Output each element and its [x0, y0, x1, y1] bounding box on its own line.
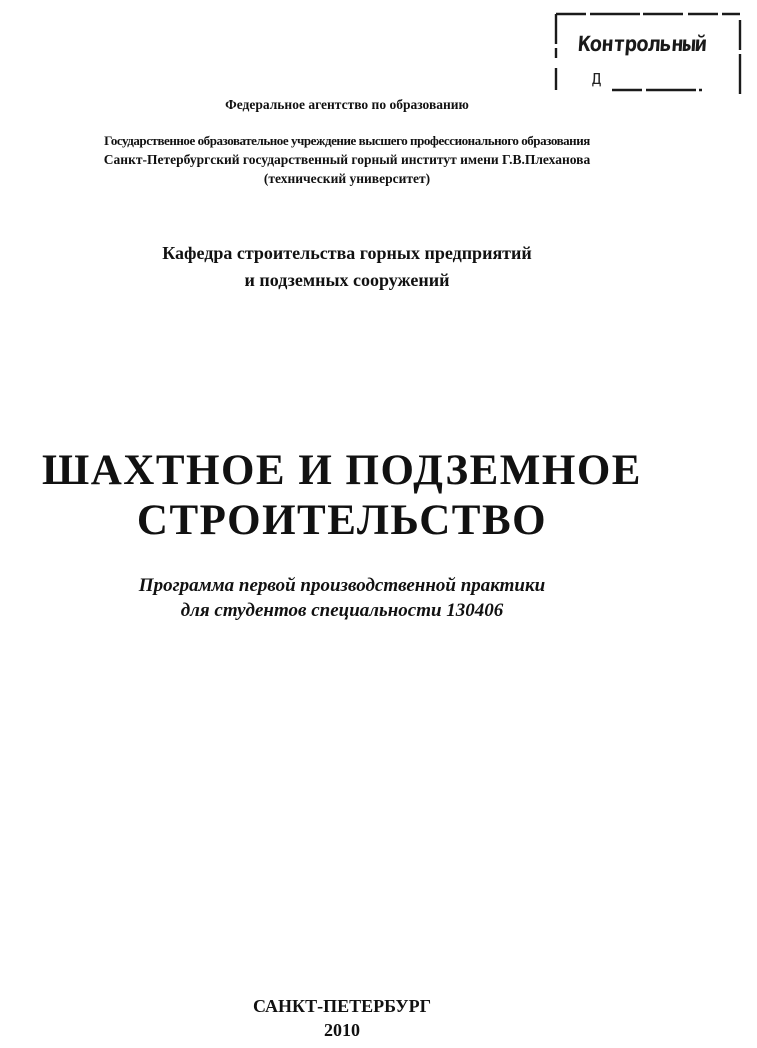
- institution-line-1: Государственное образовательное учреждение высшего профессионального образования: [104, 133, 590, 148]
- subtitle-line-2: для студентов специальности 130406: [180, 600, 504, 621]
- document-title-line-2: СТРОИТЕЛЬСТВО: [136, 497, 548, 544]
- library-stamp: [552, 10, 744, 94]
- department-line-2: и подземных сооружений: [244, 270, 450, 290]
- institution-line-2: Санкт-Петербургский государственный горный институт имени Г.В.Плеханова: [103, 152, 591, 167]
- publication-year: 2010: [324, 1020, 360, 1040]
- city-name: САНКТ-ПЕТЕРБУРГ: [252, 996, 432, 1016]
- subtitle-line-1: Программа первой производственной практики: [138, 575, 546, 596]
- stamp-sub-text: Д: [592, 70, 602, 88]
- agency-name: Федеральное агентство по образованию: [225, 97, 469, 112]
- stamp-text: Контрольный: [577, 32, 707, 56]
- institution-line-3: (технический университет): [263, 171, 431, 186]
- department-line-1: Кафедра строительства горных предприятий: [162, 243, 532, 263]
- document-title-line-1: ШАХТНОЕ И ПОДЗЕМНОЕ: [42, 447, 642, 494]
